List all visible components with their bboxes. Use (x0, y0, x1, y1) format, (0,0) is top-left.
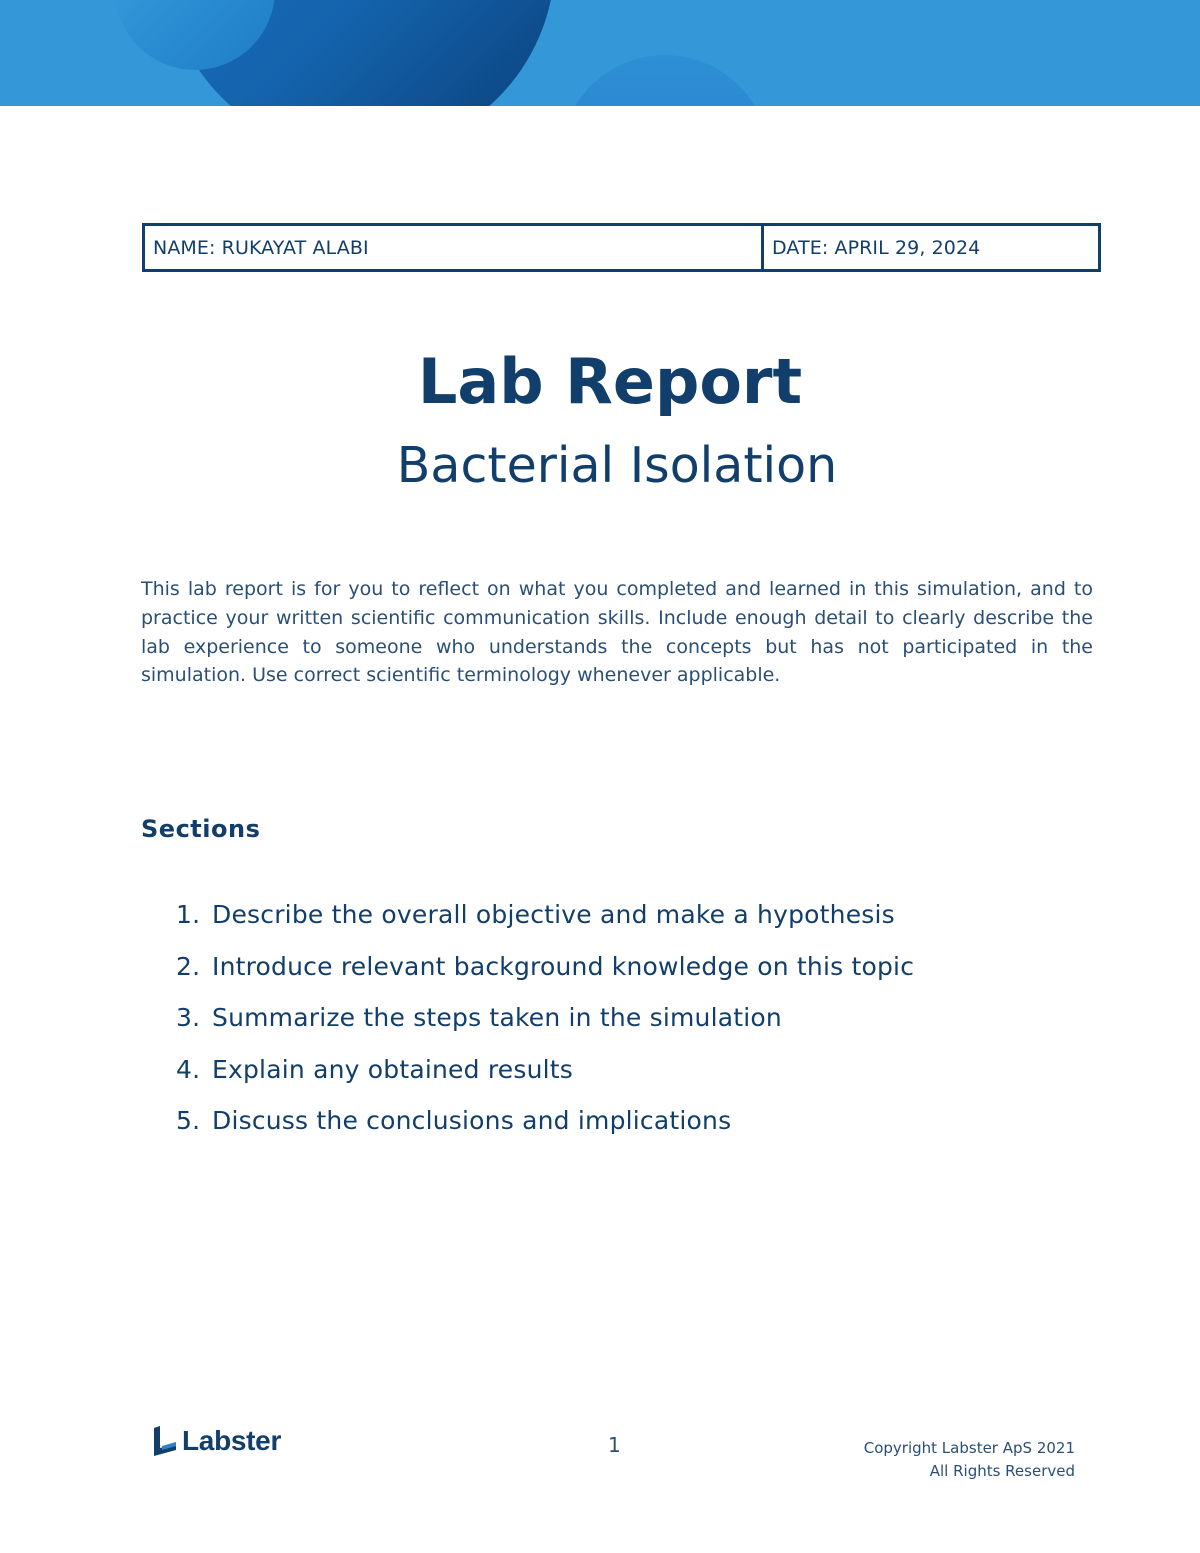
list-item (176, 952, 914, 1004)
list-item-label: Discuss the conclusions and implications (212, 1106, 732, 1135)
list-item (176, 1055, 914, 1107)
report-date-field[interactable] (764, 226, 1098, 269)
student-info-table (142, 223, 1101, 272)
list-item-label: Explain any obtained results (212, 1054, 573, 1084)
report-date-text: DATE: APRIL 29, 2024 (772, 236, 981, 259)
list-item (176, 900, 914, 952)
sections-heading: Sections (141, 815, 261, 843)
student-name-field[interactable] (145, 226, 764, 269)
sections-list (176, 900, 914, 1158)
student-name-text: NAME: RUKAYAT ALABI (153, 236, 369, 259)
labster-logo-text: Labster (182, 1425, 282, 1456)
header-banner (0, 0, 1200, 106)
list-item-number: 5. (176, 1106, 201, 1135)
rights-line: All Rights Reserved (929, 1462, 1075, 1480)
list-item-number: 1. (176, 900, 201, 929)
list-item-number: 4. (176, 1054, 201, 1084)
list-item-number: 3. (176, 1003, 201, 1032)
page-subtitle: Bacterial Isolation (396, 437, 838, 494)
list-item (176, 1003, 914, 1055)
list-item-number: 2. (176, 951, 201, 981)
list-item-label: Describe the overall objective and make a hypothesis (212, 900, 895, 929)
page-title: Lab Report (417, 345, 803, 418)
banner-artwork (0, 0, 1200, 106)
labster-logo (152, 1425, 281, 1457)
page-number: 1 (608, 1433, 621, 1457)
intro-paragraph: This lab report is for you to reflect on what you completed and learned in this simulation, and to practice your written scientific communication skills. Include enough detail to clearly describe the lab experience to someone who understands the concepts but has not participated in the simulation. Use correct scientific terminology whenever applicable. (141, 578, 1093, 687)
copyright-notice (864, 1437, 1075, 1483)
list-item (176, 1106, 914, 1158)
labster-logo-icon (152, 1426, 178, 1456)
copyright-line: Copyright Labster ApS 2021 (863, 1439, 1075, 1457)
list-item-label: Summarize the steps taken in the simulation (212, 1003, 782, 1032)
list-item-label: Introduce relevant background knowledge on this topic (212, 951, 915, 981)
